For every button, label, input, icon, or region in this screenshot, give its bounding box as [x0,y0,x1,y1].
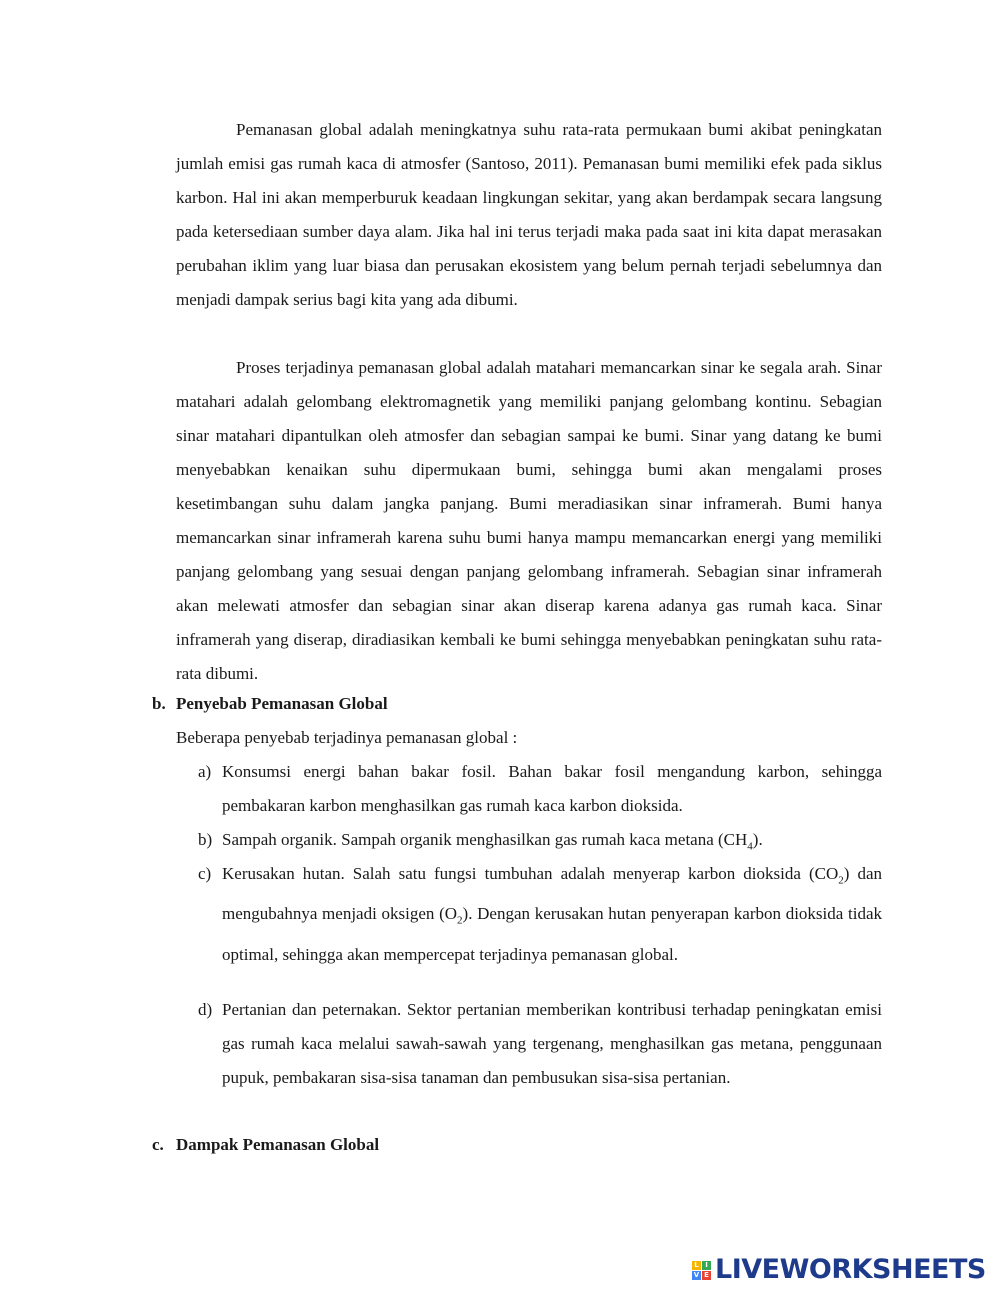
subscript: 2 [838,874,844,887]
section-b-title: Penyebab Pemanasan Global [176,694,388,713]
list-item-label: c) [198,864,212,883]
section-c-label: c. [152,1135,164,1154]
subscript: 4 [747,840,753,853]
paragraph-process: Proses terjadinya pemanasan global adalah matahari memancarkan sinar ke segala arah. Sinar matahari adalah gelombang elektromagnetik yang memiliki panjang gelombang kontinu. Sebagian sinar matahari dipantulkan oleh atmosfer dan sebagian sampai ke bumi. Sinar yang datang ke bumi menyebabkan kenaikan suhu dipermukaan bumi, sehingga bumi akan mengalami proses kesetimbangan suhu dalam jangka panjang. Bumi meradiasikan sinar inframerah. Bumi hanya memancarkan sinar inframerah karena suhu bumi hanya mampu memancarkan energi yang memiliki panjang gelombang yang sesuai dengan panjang gelombang inframerah. Sebagian sinar inframerah akan melewati atmosfer dan sebagian sinar akan diserap karena adanya gas rumah kaca. Sinar inframerah yang diserap, diradiasikan kembali ke bumi sehingga menyebabkan peningkatan suhu rata-rata dibumi. [176,358,882,683]
list-item-text: Konsumsi energi bahan bakar fosil. Bahan bakar fosil mengandung karbon, sehingga pembakaran karbon menghasilkan gas rumah kaca karbon dioksida. [222,762,882,815]
logo-mark-icon: L I V E [692,1261,711,1280]
list-item-a [198,755,882,823]
list-item-text: Pertanian dan peternakan. Sektor pertanian memberikan kontribusi terhadap peningkatan emisi gas rumah kaca melalui sawah-sawah yang tergenang, menghasilkan gas metana, penggunaan pupuk, pembakaran sisa-sisa tanaman dan pembusukan sisa-sisa pertanian. [222,1000,882,1087]
list-item-label: a) [198,762,212,781]
section-c-title: Dampak Pemanasan Global [176,1135,380,1154]
section-c-heading [152,1128,379,1162]
list-item-c [198,857,882,972]
subscript: 2 [457,914,463,927]
list-item-label: d) [198,1000,213,1019]
list-item-text: Sampah organik. Sampah organik menghasilkan gas rumah kaca metana $(CH_4)$. [222,830,763,853]
list-item-d [198,993,882,1095]
logo-text: LIVEWORKSHEETS [715,1254,986,1285]
section-b-label: b. [152,694,166,713]
paragraph-definition: Pemanasan global adalah meningkatnya suhu rata-rata permukaan bumi akibat peningkatan jumlah emisi gas rumah kaca di atmosfer (Santoso, 2011). Pemanasan bumi memiliki efek pada siklus karbon. Hal ini akan memperburuk keadaan lingkungan sekitar, yang akan berdampak secara langsung pada ketersediaan sumber daya alam. Jika hal ini terus terjadi maka pada saat ini kita dapat merasakan perubahan iklim yang luar biasa dan perusakan ekosistem yang belum pernah terjadi sebelumnya dan menjadi dampak serius bagi kita yang ada dibumi. [176,120,882,309]
list-item-text: Kerusakan hutan. Salah satu fungsi tumbuhan adalah menyerap karbon dioksida $(CO_2)$ dan mengubahnya menjadi oksigen $(O_2)$. Dengan kerusakan hutan penyerapan karbon dioksida tidak optimal, sehingga akan mempercepat terjadinya pemanasan global. [222,864,882,964]
liveworksheets-logo [692,1256,992,1284]
section-b-intro: Beberapa penyebab terjadinya pemanasan global : [176,728,518,747]
section-b-heading [152,687,388,721]
list-item-label: b) [198,830,213,849]
